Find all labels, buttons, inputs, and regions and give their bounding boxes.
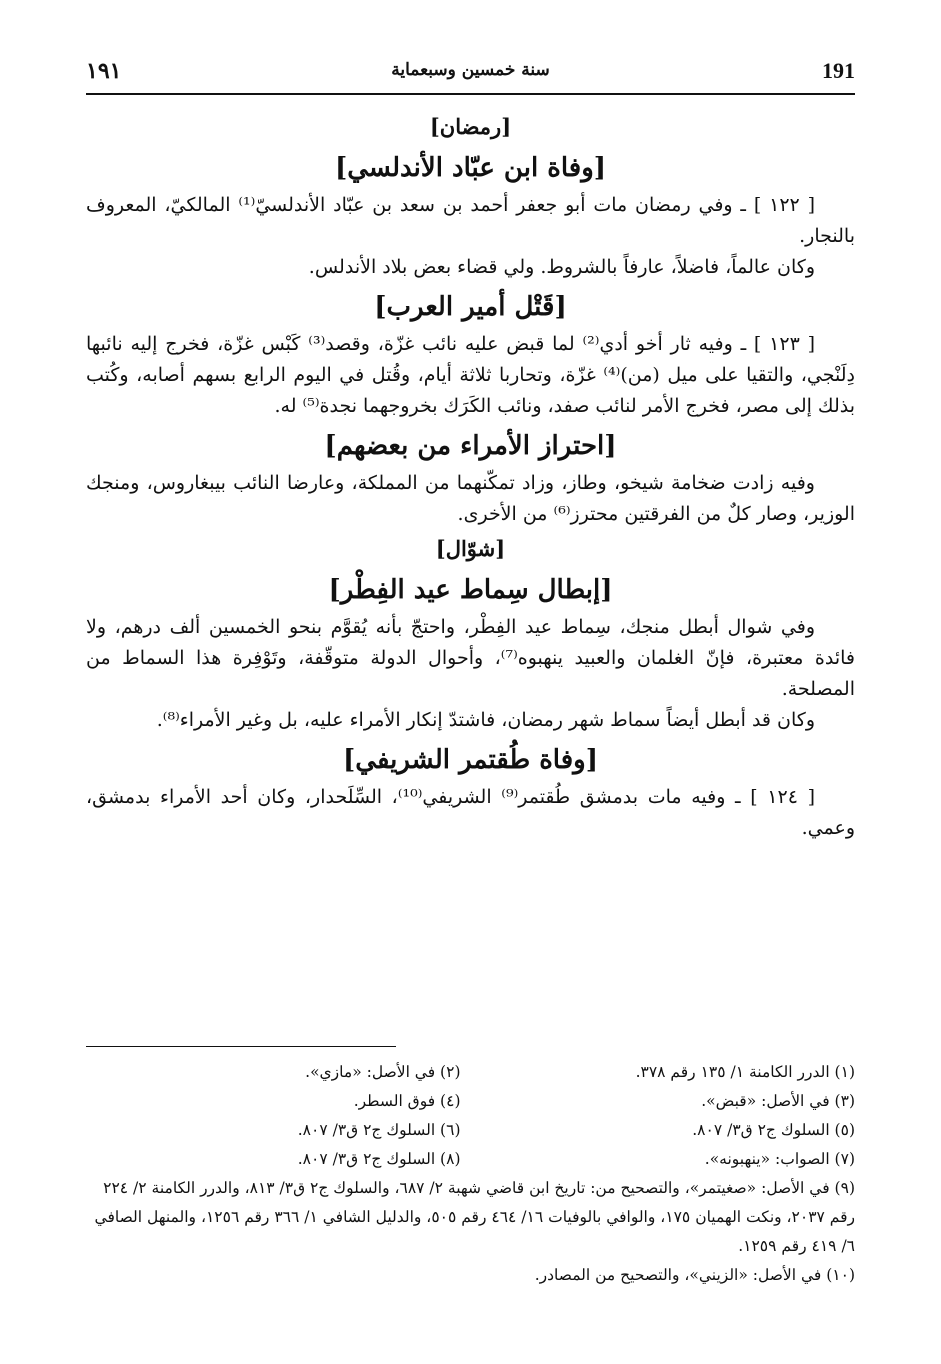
paragraph: وكان عالماً، فاضلاً، عارفاً بالشروط. ولي قضاء بعض بلاد الأندلس. — [308, 256, 815, 278]
page-number-arabic: ١٩١ — [86, 58, 122, 84]
footnotes — [86, 1058, 855, 1290]
footnote: (٨) السلوك ج٢ ق٣/ ٨٠٧. — [297, 1150, 461, 1168]
section-heading: [احتراز الأمراء من بعضهم] — [324, 431, 617, 461]
main-text — [86, 108, 855, 844]
footnote: (٧) الصواب: «ينهبونه». — [704, 1150, 855, 1168]
section-heading: [وفاة طُقتمر الشريفي] — [342, 745, 599, 775]
month-heading: [رمضان] — [429, 114, 512, 139]
header-rule — [86, 93, 855, 95]
page-header — [86, 52, 855, 92]
footnote-rule — [86, 1046, 396, 1047]
paragraph: [ ١٢٤ ] ـ وفيه مات بدمشق طُقتمر⁽⁹⁾ الشريفي⁽¹⁰⁾، السِّلَحدار، وكان أحد الأمراء بدمشق، وعمي. — [86, 786, 855, 839]
section-heading: [إبطال سِماط عيد الفِطْر] — [328, 575, 613, 605]
footnote-9: (٩) في الأصل: «صغيتمر»، والتصحيح من: تاريخ ابن قاضي شهبة ٢/ ٦٨٧، والسلوك ج٢ ق٣/ ٨١٣، والدرر الكامنة ٢/ ٢٢٤ رقم ٢٠٣٧، ونكت الهميان ١٧٥، والوافي بالوفيات ١٦/ ٤٦٤ رقم ٥٠٥، والدليل الشافي ١/ ٣٦٦ رقم ١٢٥٦، والمنهل الصافي ٦/ ٤١٩ رقم ١٢٥٩. — [94, 1179, 855, 1255]
section-killing — [86, 287, 855, 422]
paragraph: وكان قد أبطل أيضاً سماط شهر رمضان، فاشتدّ إنكار الأمراء عليه، بل وغير الأمراء⁽⁸⁾. — [156, 709, 815, 731]
section-ramadan-death — [86, 110, 855, 283]
page-number-latin: 191 — [822, 58, 855, 83]
section-heading: [قَتْل أمير العرب] — [374, 292, 567, 322]
section-shawwal — [86, 532, 855, 736]
footnote: (١) الدرر الكامنة ١/ ١٣٥ رقم ٣٧٨. — [635, 1063, 855, 1081]
month-heading: [شوّال] — [435, 536, 506, 561]
paragraph: [ ١٢٣ ] ـ وفيه ثار أخو أدي⁽²⁾ لما قبض عليه نائب غزّة، وقصد⁽³⁾ كَبْس غزّة، فخرج إليه نائبها دِلَنْجي، والتقيا على ميل (من)⁽⁴⁾ غزّة، وتحاربا ثلاثة أيام، وقُتل في اليوم الرابع بسهم أصابه، وكُتب بذلك إلى مصر، فخرج الأمر لنائب صفد، ونائب الكَرَك بخروجهما نجدة⁽⁵⁾ له. — [86, 333, 855, 417]
paragraph: وفيه زادت ضخامة شيخو، وطاز، وزاد تمكّنهما من المملكة، وعارضا النائب بيبغاروس، ومنجك الوزير، وصار كلٌ من الفرقتين محترز⁽⁶⁾ من الأخرى. — [86, 472, 855, 525]
footnote: (٦) السلوك ج٢ ق٣/ ٨٠٧. — [297, 1121, 461, 1139]
footnote: (٢) في الأصل: «مازي». — [305, 1063, 461, 1081]
footnote-grid — [86, 1058, 855, 1174]
section-heading: [وفاة ابن عبّاد الأندلسي] — [334, 153, 607, 183]
section-tuqtamur-death — [86, 740, 855, 844]
paragraph: وفي شوال أبطل منجك، سِماط عيد الفِطْر، واحتجّ بأنه يُقوَّم بنحو الخمسين ألف درهم، ولا فائدة معتبرة، فإنّ الغلمان والعبيد ينهبوه⁽⁷⁾، وأحوال الدولة متوقّفة، وتَوْفِرة هذا السماط من المصلحة. — [86, 616, 855, 700]
footnote: (٣) في الأصل: «قبض». — [701, 1092, 855, 1110]
paragraph: [ ١٢٢ ] ـ وفي رمضان مات أبو جعفر أحمد بن سعد بن عبّاد الأندلسيّ⁽¹⁾ المالكيّ، المعروف بالنجار. — [86, 194, 855, 247]
footnote: (٤) فوق السطر. — [353, 1092, 461, 1110]
section-caution — [86, 426, 855, 530]
footnote-10: (١٠) في الأصل: «الزيني»، والتصحيح من المصادر. — [534, 1266, 855, 1284]
running-title: سنة خمسين وسبعماية — [391, 60, 550, 80]
footnote: (٥) السلوك ج٢ ق٣/ ٨٠٧. — [692, 1121, 855, 1139]
